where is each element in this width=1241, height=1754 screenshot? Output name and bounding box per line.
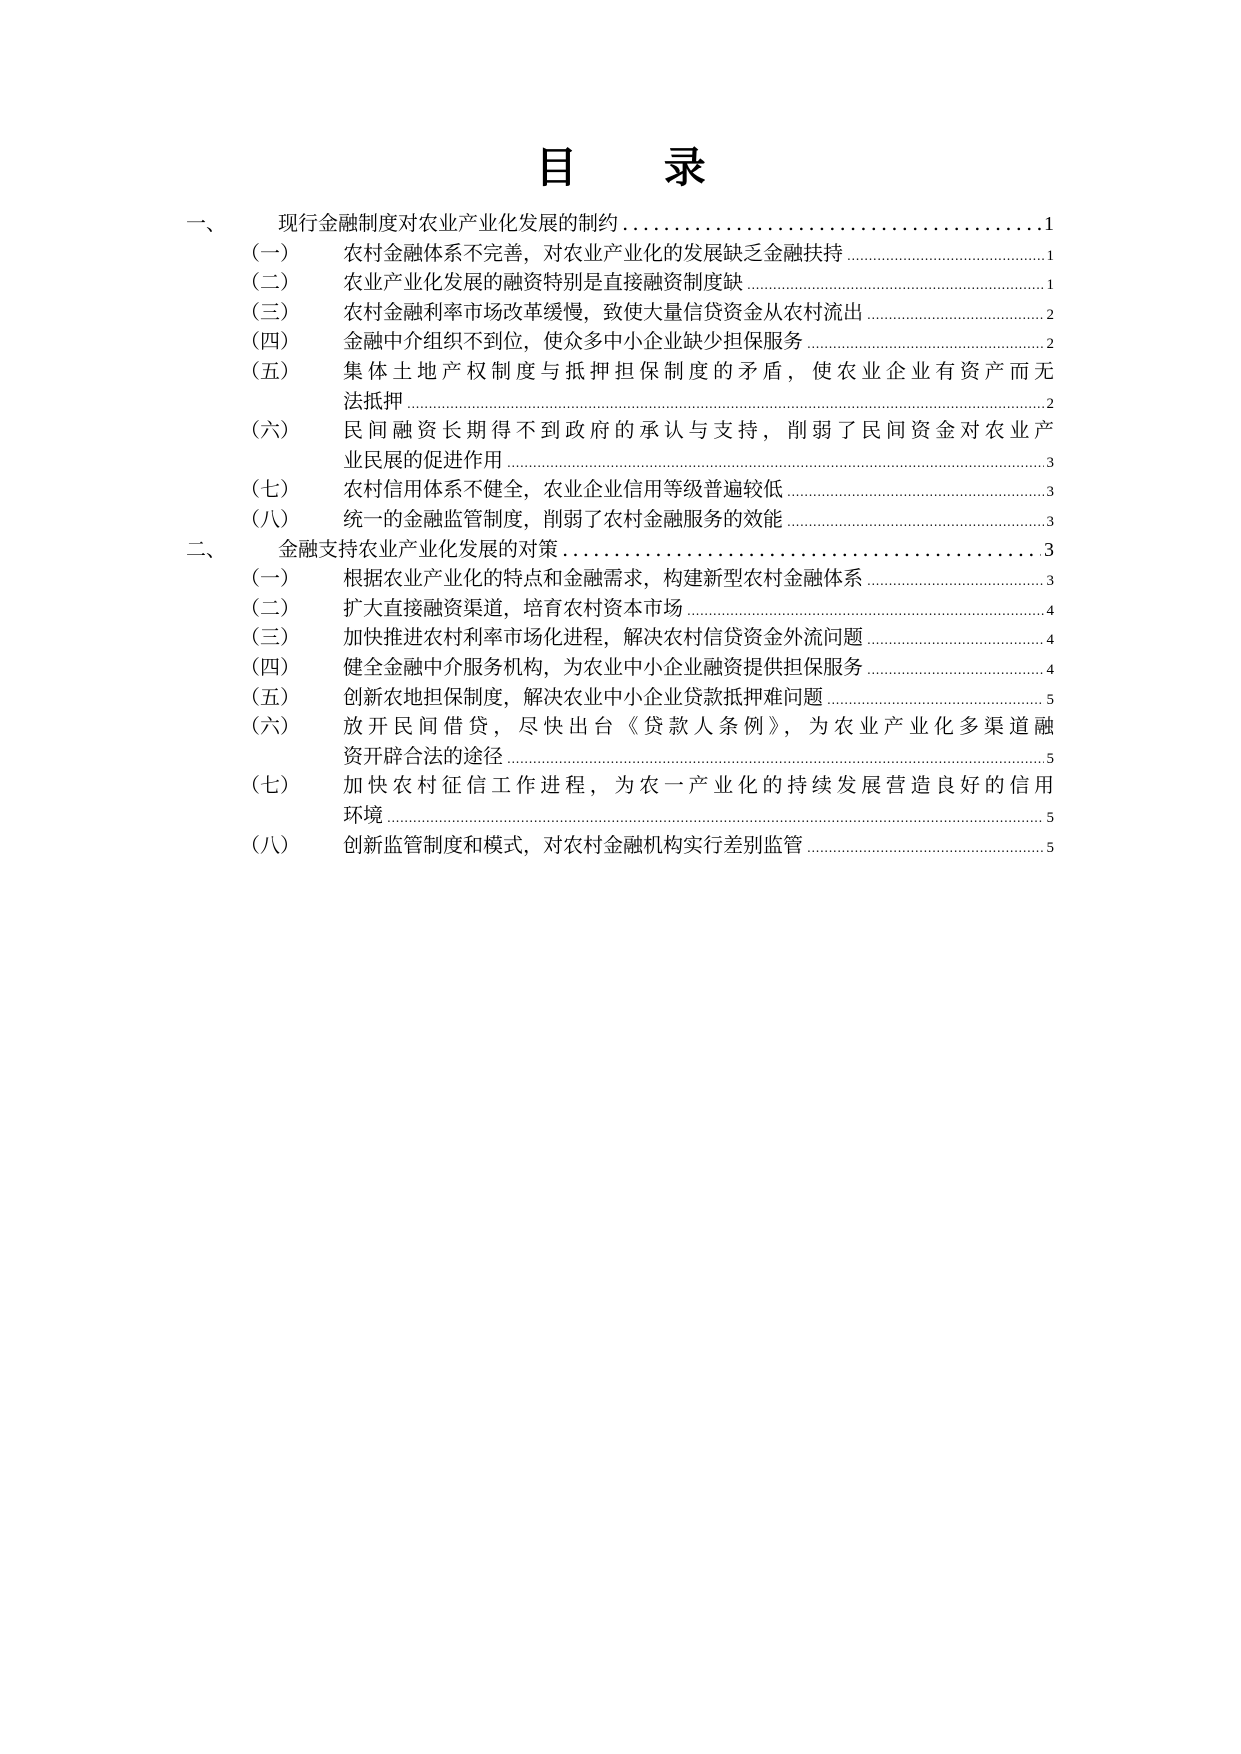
toc-entry-title: 加快推进农村利率市场化进程，解决农村信贷资金外流问题 bbox=[343, 625, 863, 650]
toc-entry-number: （六） bbox=[240, 418, 300, 443]
toc-subsection-entry[interactable] bbox=[186, 356, 1054, 415]
toc-page-number: 3 bbox=[1046, 454, 1054, 471]
dot-leader bbox=[807, 329, 1044, 359]
toc-entry-title: 农村金融体系不完善，对农业产业化的发展缺乏金融扶持 bbox=[343, 240, 843, 265]
toc-subsection-entry[interactable] bbox=[186, 682, 1054, 712]
dot-leader bbox=[787, 507, 1044, 537]
dot-leader bbox=[562, 534, 1041, 564]
toc-page-number: 4 bbox=[1046, 662, 1054, 678]
dot-leader bbox=[807, 833, 1044, 863]
toc-subsection-entry[interactable] bbox=[186, 326, 1054, 356]
toc-subsection-entry[interactable] bbox=[186, 474, 1054, 504]
toc-entry-number: （三） bbox=[240, 625, 300, 650]
toc-page-number: 2 bbox=[1046, 395, 1054, 412]
toc-subsection-entry[interactable] bbox=[186, 652, 1054, 682]
dot-leader bbox=[867, 566, 1044, 596]
toc-entry-title: 现行金融制度对农业产业化发展的制约 bbox=[278, 211, 618, 235]
dot-leader bbox=[847, 241, 1044, 271]
toc-entry-number: （五） bbox=[240, 684, 300, 709]
toc-subsection-entry[interactable] bbox=[186, 297, 1054, 327]
toc-subsection-entry[interactable] bbox=[186, 830, 1054, 860]
toc-entry-title: 农村信用体系不健全，农业企业信用等级普遍较低 bbox=[343, 477, 783, 502]
toc-entry-number: （一） bbox=[240, 240, 300, 265]
toc-entry-title: 农村金融利率市场改革缓慢，致使大量信贷资金从农村流出 bbox=[343, 299, 863, 324]
dot-leader bbox=[787, 477, 1044, 507]
toc-subsection-entry[interactable] bbox=[186, 711, 1054, 770]
dot-leader bbox=[747, 270, 1044, 300]
toc-subsection-entry[interactable] bbox=[186, 238, 1054, 268]
toc-entry-title: 金融中介组织不到位，使众多中小企业缺少担保服务 bbox=[343, 329, 803, 354]
dot-leader bbox=[407, 389, 1044, 419]
toc-entry-title: 农业产业化发展的融资特别是直接融资制度缺 bbox=[343, 270, 743, 295]
toc-entry-number: （四） bbox=[240, 655, 300, 679]
toc-section-entry[interactable] bbox=[186, 208, 1054, 238]
toc-entry-title: 金融支持农业产业化发展的对策 bbox=[278, 536, 558, 561]
toc-subsection-entry[interactable] bbox=[186, 267, 1054, 297]
toc-entry-title: 健全金融中介服务机构，为农业中小企业融资提供担保服务 bbox=[343, 655, 863, 679]
dot-leader bbox=[622, 208, 1041, 238]
toc-page-number: 5 bbox=[1046, 809, 1054, 826]
toc-entry-title: 扩大直接融资渠道，培育农村资本市场 bbox=[343, 595, 683, 620]
dot-leader bbox=[867, 300, 1044, 330]
toc-entry-number: （一） bbox=[240, 566, 300, 591]
toc-page-number: 1 bbox=[1044, 213, 1054, 235]
toc-entry-title: 资开辟合法的途径 bbox=[343, 743, 503, 768]
toc-entry-number: （八） bbox=[240, 507, 300, 531]
toc-page-number: 3 bbox=[1046, 514, 1054, 530]
toc-page-number: 2 bbox=[1046, 336, 1054, 353]
toc-subsection-entry[interactable] bbox=[186, 415, 1054, 474]
toc-entry-title: 法抵押 bbox=[343, 388, 403, 413]
toc-entry-title: 根据农业产业化的特点和金融需求，构建新型农村金融体系 bbox=[343, 566, 863, 591]
toc-subsection-entry[interactable] bbox=[186, 770, 1054, 829]
toc-page-number: 5 bbox=[1046, 839, 1054, 856]
toc-subsection-entry[interactable] bbox=[186, 563, 1054, 593]
toc-entry-number: （四） bbox=[240, 329, 300, 354]
page-title: 目 录 bbox=[535, 143, 742, 192]
toc-page-number: 3 bbox=[1044, 538, 1054, 561]
toc-page-number: 2 bbox=[1046, 306, 1054, 323]
toc-entry-number: （七） bbox=[240, 477, 300, 502]
toc-entry-title: 业民展的促进作用 bbox=[343, 447, 503, 472]
toc-entry-number: 一、 bbox=[186, 211, 226, 235]
toc-entry-title: 统一的金融监管制度，削弱了农村金融服务的效能 bbox=[343, 507, 783, 531]
toc-page-number: 3 bbox=[1046, 573, 1054, 590]
toc-entry-number: （五） bbox=[240, 359, 300, 383]
dot-leader bbox=[867, 625, 1044, 655]
toc-page-number: 5 bbox=[1046, 750, 1054, 767]
toc-subsection-entry[interactable] bbox=[186, 622, 1054, 652]
dot-leader bbox=[867, 655, 1044, 685]
toc-page-number: 1 bbox=[1046, 247, 1054, 264]
toc-subsection-entry[interactable] bbox=[186, 593, 1054, 623]
toc-page-number: 1 bbox=[1046, 277, 1054, 294]
toc-entry-title: 创新监管制度和模式，对农村金融机构实行差别监管 bbox=[343, 832, 803, 857]
toc-entry-number: 二、 bbox=[186, 536, 226, 561]
dot-leader bbox=[507, 744, 1044, 774]
toc-entry-title: 民间融资长期得不到政府的承认与支持，削弱了民间资金对农业产 bbox=[343, 418, 1054, 443]
toc-entry-number: （二） bbox=[240, 595, 300, 620]
toc-entry-number: （三） bbox=[240, 299, 300, 324]
dot-leader bbox=[687, 596, 1044, 626]
toc-entry-title: 创新农地担保制度，解决农业中小企业贷款抵押难问题 bbox=[343, 684, 823, 709]
toc-entry-number: （七） bbox=[240, 773, 300, 798]
toc-entry-number: （八） bbox=[240, 832, 300, 857]
dot-leader bbox=[387, 803, 1044, 833]
toc-section-entry[interactable] bbox=[186, 534, 1054, 564]
toc-page-number: 4 bbox=[1046, 632, 1054, 649]
toc-entry-title: 集体土地产权制度与抵押担保制度的矛盾，使农业企业有资产而无 bbox=[343, 359, 1054, 383]
toc-page-number: 5 bbox=[1046, 691, 1054, 708]
dot-leader bbox=[507, 448, 1044, 478]
toc-entry-title: 环境 bbox=[343, 802, 383, 827]
toc-entry-title: 加快农村征信工作进程，为农一产业化的持续发展营造良好的信用 bbox=[343, 773, 1054, 798]
toc-entry-number: （二） bbox=[240, 270, 300, 295]
toc-entry-number: （六） bbox=[240, 714, 300, 739]
toc-subsection-entry[interactable] bbox=[186, 504, 1054, 534]
dot-leader bbox=[827, 685, 1044, 715]
toc-page-number: 3 bbox=[1046, 484, 1054, 501]
toc-entry-title: 放开民间借贷，尽快出台《贷款人条例》，为农业产业化多渠道融 bbox=[343, 714, 1054, 739]
toc-page-number: 4 bbox=[1046, 602, 1054, 619]
